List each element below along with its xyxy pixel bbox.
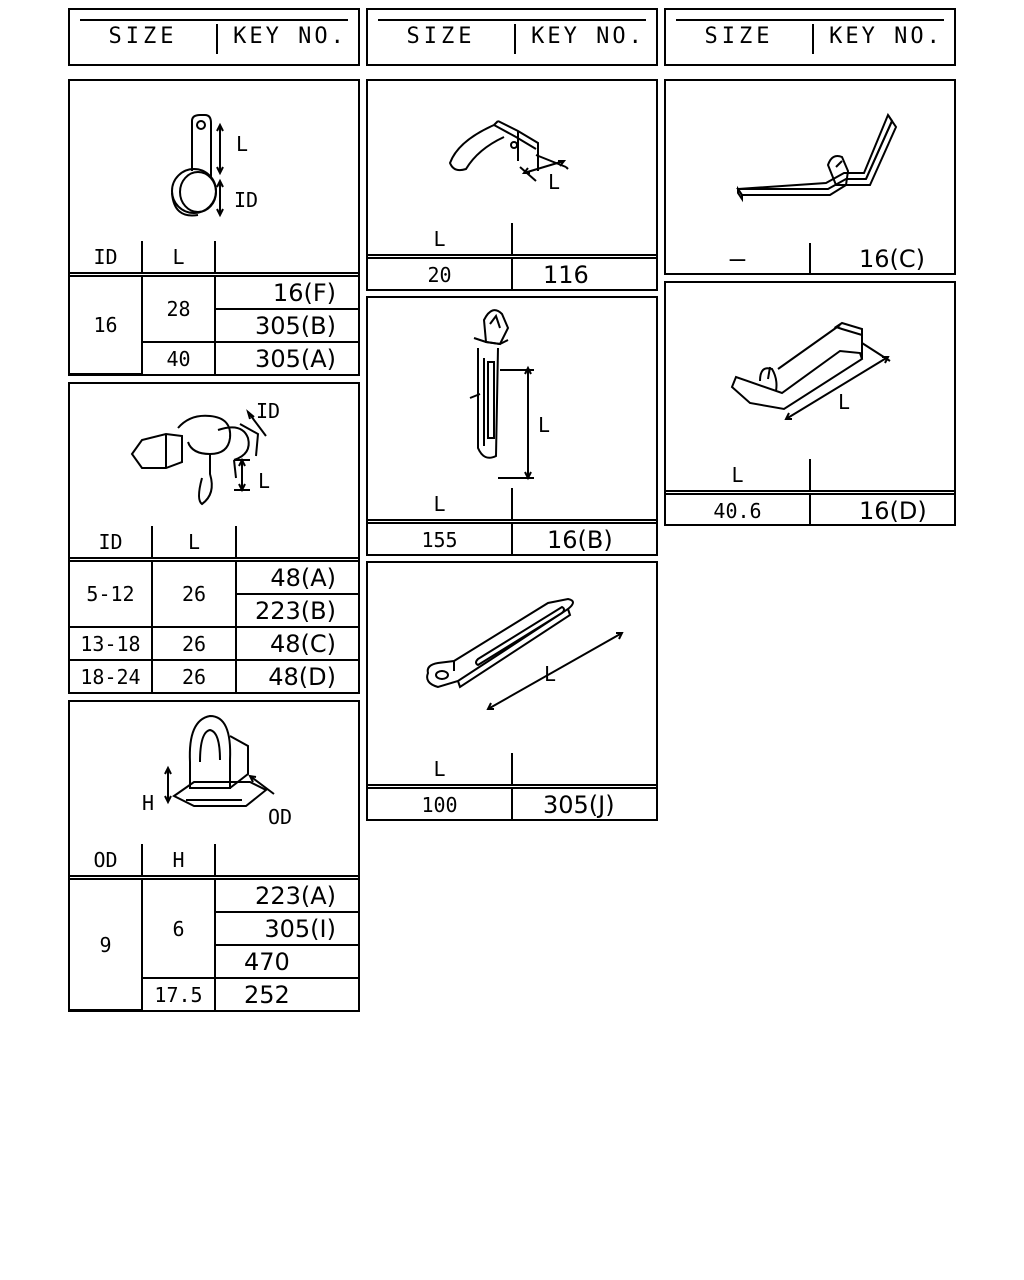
table-cell: 26: [152, 560, 236, 628]
hose-clip-table: [70, 526, 358, 692]
figure-label: H: [142, 791, 155, 815]
push-fastener-illustration: [368, 298, 656, 488]
table-cell: 9: [70, 878, 142, 1011]
panel-flat-clip: [664, 281, 956, 526]
tube-clip-illustration: [70, 702, 358, 844]
table-cell: 26: [152, 660, 236, 692]
header-divider: [216, 24, 218, 54]
flat-clip-illustration: [666, 283, 954, 459]
key-number: 470: [215, 945, 358, 978]
key-number: 223(B): [236, 594, 358, 627]
bracket-table: [368, 223, 656, 290]
size-label: SIZE: [406, 24, 476, 49]
column-header-key: [236, 526, 358, 560]
key-number: 48(D): [236, 660, 358, 692]
column-header-key: [215, 844, 358, 878]
header-box-col2: [366, 8, 658, 66]
strap-table: [368, 753, 656, 820]
key-number: 223(A): [215, 878, 358, 913]
flat-clip-table: [666, 459, 954, 526]
table-cell: 17.5: [142, 978, 215, 1010]
hose-clip-illustration: [70, 384, 358, 526]
column-header-od: OD: [70, 844, 142, 878]
size-label: SIZE: [108, 24, 178, 49]
panel-push-fastener: [366, 296, 658, 556]
header-rule: [80, 19, 348, 21]
header-box-col1: [68, 8, 360, 66]
column-header-l: L: [368, 753, 512, 787]
column-header-l: L: [368, 488, 512, 522]
key-number: 48(C): [236, 627, 358, 660]
table-cell: 26: [152, 627, 236, 660]
column-header-key: [512, 223, 656, 257]
figure-label: ID: [256, 399, 281, 423]
size-label: SIZE: [704, 24, 774, 49]
header-box-col3: [664, 8, 956, 66]
key-number: 16(B): [512, 522, 656, 556]
figure-label: L: [258, 469, 271, 493]
column-header-l: L: [666, 459, 810, 493]
figure-label: L: [236, 132, 249, 156]
key-number: 252: [215, 978, 358, 1010]
pipe-clamp-illustration: [70, 81, 358, 241]
panel-pipe-clamp: [68, 79, 360, 376]
column-header-h: H: [142, 844, 215, 878]
pipe-clamp-table: [70, 241, 358, 375]
column-header-l: L: [142, 241, 215, 275]
figure-label: ID: [234, 188, 259, 212]
panel-hose-clip: [68, 382, 360, 694]
table-cell: 155: [368, 522, 512, 556]
column-header-key: [810, 459, 954, 493]
figure-label: L: [548, 170, 561, 194]
column-header-key: [215, 241, 358, 275]
key-number: 16(C): [810, 243, 954, 274]
table-cell: 28: [142, 275, 215, 343]
panel-strap: [366, 561, 658, 821]
strap-illustration: [368, 563, 656, 753]
key-no-label: KEY NO.: [531, 24, 645, 49]
bracket-illustration: [368, 81, 656, 223]
panel-bracket: [366, 79, 658, 291]
header-divider: [812, 24, 814, 54]
header-rule: [378, 19, 646, 21]
key-number: 305(A): [215, 342, 358, 374]
key-number: 305(J): [512, 787, 656, 821]
column-header-id: ID: [70, 241, 142, 275]
table-cell: 40.6: [666, 493, 810, 527]
push-fastener-table: [368, 488, 656, 555]
figure-label: OD: [268, 805, 293, 829]
column-header-l: L: [368, 223, 512, 257]
long-clip-table: [666, 243, 954, 274]
figure-label: L: [838, 390, 851, 414]
key-number: 16(D): [810, 493, 954, 527]
column-header-key: [512, 753, 656, 787]
panel-tube-clip: [68, 700, 360, 1012]
table-cell: —: [666, 243, 810, 274]
table-cell: 13-18: [70, 627, 152, 660]
figure-label: L: [538, 413, 551, 437]
table-cell: 20: [368, 257, 512, 291]
tube-clip-table: [70, 844, 358, 1011]
key-no-label: KEY NO.: [233, 24, 347, 49]
table-cell: 6: [142, 878, 215, 979]
key-number: 116: [512, 257, 656, 291]
column-header-id: ID: [70, 526, 152, 560]
key-number: 305(B): [215, 309, 358, 342]
header-rule: [676, 19, 944, 21]
panel-long-clip: [664, 79, 956, 275]
table-cell: 100: [368, 787, 512, 821]
column-header-key: [512, 488, 656, 522]
key-no-label: KEY NO.: [829, 24, 943, 49]
table-cell: 5-12: [70, 560, 152, 628]
key-number: 48(A): [236, 560, 358, 595]
table-cell: 18-24: [70, 660, 152, 692]
key-number: 305(I): [215, 912, 358, 945]
header-divider: [514, 24, 516, 54]
table-cell: 40: [142, 342, 215, 374]
key-number: 16(F): [215, 275, 358, 310]
column-header-l: L: [152, 526, 236, 560]
figure-label: L: [544, 662, 557, 686]
long-clip-illustration: [666, 81, 954, 243]
table-cell: 16: [70, 275, 142, 375]
